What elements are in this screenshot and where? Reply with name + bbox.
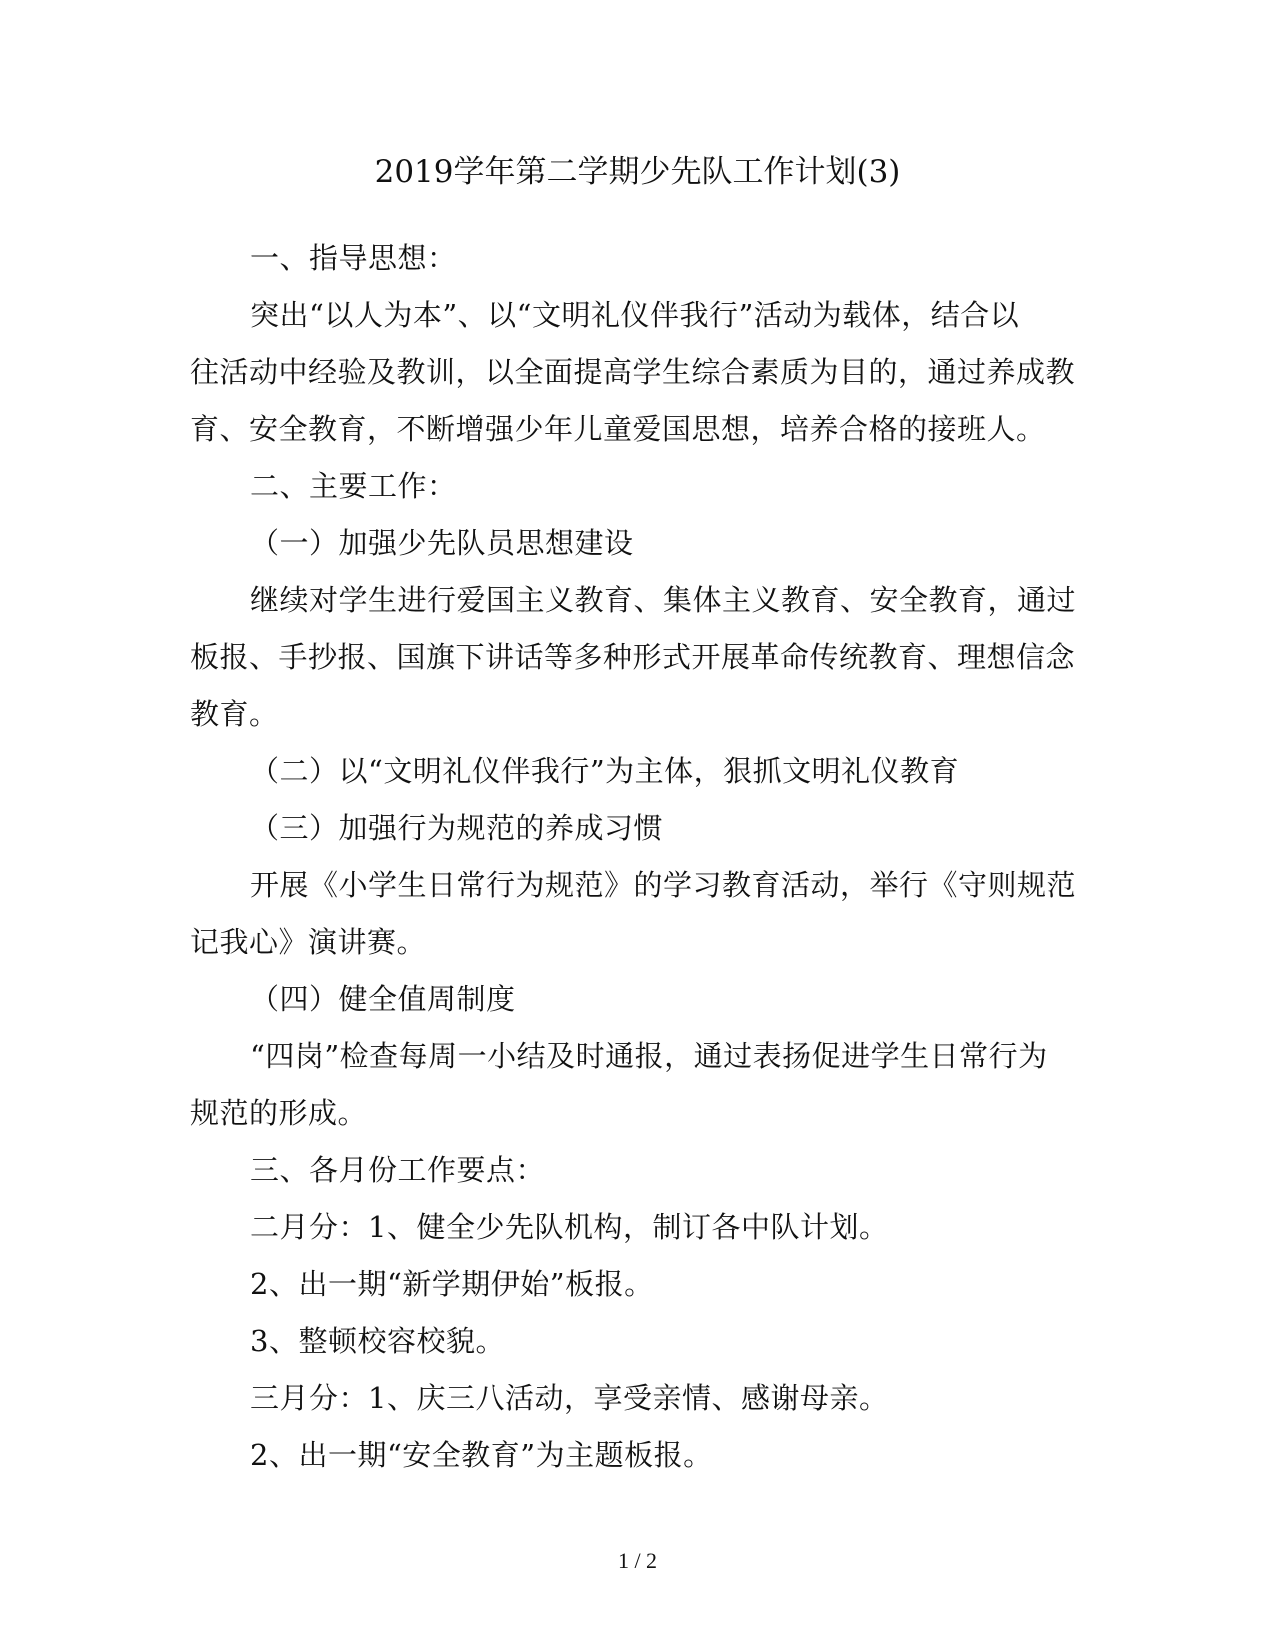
paragraph-line: 突出“以人为本”、以“文明礼仪伴我行”活动为载体，结合以 (250, 298, 1020, 332)
list-item: 三月分：1、庆三八活动，享受亲情、感谢母亲。 (250, 1381, 889, 1415)
paragraph-line: “四岗”检查每周一小结及时通报，通过表扬促进学生日常行为 (250, 1039, 1048, 1073)
paragraph-line: 育、安全教育，不断增强少年儿童爱国思想，培养合格的接班人。 (190, 412, 1046, 446)
subsection-heading-1: （一）加强少先队员思想建设 (250, 526, 634, 560)
subsection-heading-2: （二）以“文明礼仪伴我行”为主体，狠抓文明礼仪教育 (250, 754, 960, 788)
document-body (190, 230, 1077, 1484)
paragraph-line: 往活动中经验及教训，以全面提高学生综合素质为目的，通过养成教 (190, 355, 1076, 389)
list-item: 2、出一期“安全教育”为主题板报。 (250, 1438, 713, 1472)
paragraph-line: 板报、手抄报、国旗下讲话等多种形式开展革命传统教育、理想信念 (190, 640, 1076, 674)
paragraph-line: 规范的形成。 (190, 1096, 368, 1130)
list-item: 3、整顿校容校貌。 (250, 1324, 505, 1358)
subsection-heading-3: （三）加强行为规范的养成习惯 (250, 811, 664, 845)
paragraph-line: 记我心》演讲赛。 (190, 925, 427, 959)
paragraph-line: 开展《小学生日常行为规范》的学习教育活动，举行《守则规范 (250, 868, 1077, 902)
paragraph-line: 教育。 (190, 697, 279, 731)
subsection-heading-4: （四）健全值周制度 (250, 982, 516, 1016)
section-heading-monthly-points: 三、各月份工作要点： (250, 1153, 546, 1187)
document-title: 2019学年第二学期少先队工作计划(3) (374, 154, 901, 190)
page-number: 1 / 2 (617, 1548, 658, 1573)
list-item: 2、出一期“新学期伊始”板报。 (250, 1267, 654, 1301)
list-item: 二月分：1、健全少先队机构，制订各中队计划。 (250, 1210, 889, 1244)
section-heading-guiding-ideology: 一、指导思想： (250, 241, 457, 275)
paragraph-line: 继续对学生进行爱国主义教育、集体主义教育、安全教育，通过 (250, 583, 1077, 617)
section-heading-main-work: 二、主要工作： (250, 469, 457, 503)
